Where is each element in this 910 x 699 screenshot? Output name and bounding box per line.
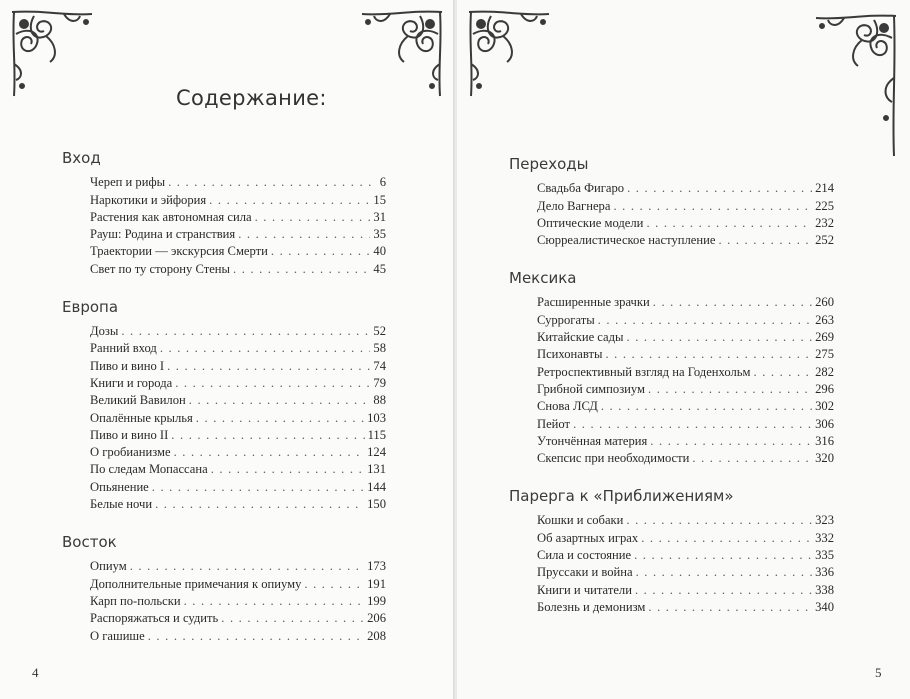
right-toc	[509, 154, 834, 616]
toc-entry[interactable]: Кошки и собаки . . . 323	[537, 512, 834, 529]
toc-entry[interactable]: Пейот . . . 306	[537, 415, 834, 432]
toc-entry[interactable]: Болезнь и демонизм . . . 340	[537, 599, 834, 616]
toc-entry[interactable]: Рауш: Родина и странствия . . . 35	[90, 226, 386, 243]
toc-entry[interactable]: Об азартных играх . . . 332	[537, 529, 834, 546]
toc-entry[interactable]: Свет по ту сторону Стены . . . 45	[90, 260, 386, 277]
toc-entry[interactable]: Книги и города . . . 79	[90, 375, 386, 392]
toc-entry[interactable]: Дополнительные примечания к опиуму . . . 191	[90, 575, 386, 592]
section-title: Вход	[62, 149, 101, 167]
section-meksika	[509, 268, 834, 467]
page-number: 4	[32, 665, 39, 680]
section-vhod	[62, 148, 386, 278]
toc-entry[interactable]: Распоряжаться и судить . . . 206	[90, 610, 386, 627]
toc-entry[interactable]: Скепсис при необходимости . . . 320	[537, 450, 834, 467]
toc-entry[interactable]: Карп по-польски . . . 199	[90, 593, 386, 610]
toc-entry[interactable]: Пиво и вино II . . . 115	[90, 427, 386, 444]
page-number: 5	[875, 665, 882, 680]
section-title: Восток	[62, 533, 117, 552]
toc-title: Содержание:	[176, 86, 327, 110]
section-title: Переходы	[509, 155, 589, 173]
toc-entry[interactable]: Наркотики и эйфория . . . 15	[90, 191, 386, 208]
right-page	[457, 0, 910, 699]
left-toc	[62, 148, 386, 645]
toc-entry[interactable]: Белые ночи . . . 150	[90, 496, 386, 513]
section-vostok	[62, 532, 386, 644]
toc-entry[interactable]: Свадьба Фигаро . . . 214	[537, 180, 834, 197]
toc-entry[interactable]: Череп и рифы . . . 6	[90, 174, 386, 191]
toc-entry[interactable]: По следам Мопассана . . . 131	[90, 461, 386, 478]
section-parerga	[509, 486, 834, 616]
toc-entry[interactable]: Ретроспективный взгляд на Годенхольм . . . 282	[537, 363, 834, 380]
toc-entry[interactable]: Опалённые крылья . . . 103	[90, 409, 386, 426]
corner-ornament-right-a	[461, 4, 561, 104]
toc-entry[interactable]: Грибной симпозиум . . . 296	[537, 381, 834, 398]
toc-entry[interactable]: Пиво и вино I . . . 74	[90, 357, 386, 374]
toc-entry[interactable]: Опьянение . . . 144	[90, 478, 386, 495]
corner-ornament-right-b	[802, 8, 906, 158]
toc-entry[interactable]: Китайские сады . . . 269	[537, 329, 834, 346]
toc-entry[interactable]: Сюрреалистическое наступление . . . 252	[537, 232, 834, 249]
toc-entry[interactable]: Снова ЛСД . . . 302	[537, 398, 834, 415]
corner-ornament-left-b	[350, 4, 450, 104]
toc-entry[interactable]: Оптические модели . . . 232	[537, 215, 834, 232]
toc-entry[interactable]: Психонавты . . . 275	[537, 346, 834, 363]
toc-entry[interactable]: О гашише . . . 208	[90, 627, 386, 644]
section-perehody	[509, 154, 834, 249]
toc-entry[interactable]: Опиум . . . 173	[90, 558, 386, 575]
toc-entry[interactable]: Дело Вагнера . . . 225	[537, 197, 834, 214]
corner-ornament-left-a	[4, 4, 104, 104]
toc-entry[interactable]: Суррогаты . . . 263	[537, 311, 834, 328]
toc-entry[interactable]: Расширенные зрачки . . . 260	[537, 294, 834, 311]
toc-entry[interactable]: Великий Вавилон . . . 88	[90, 392, 386, 409]
toc-entry[interactable]: Книги и читатели . . . 338	[537, 581, 834, 598]
section-title: Мексика	[509, 269, 577, 288]
toc-entry[interactable]: Растения как автономная сила . . . 31	[90, 209, 386, 226]
toc-entry[interactable]: Утончённая материя . . . 316	[537, 433, 834, 450]
section-title: Европа	[62, 297, 119, 316]
section-evropa	[62, 297, 386, 513]
toc-entry[interactable]: Пруссаки и война . . . 336	[537, 564, 834, 581]
toc-entry[interactable]: Ранний вход . . . 58	[90, 340, 386, 357]
toc-entry[interactable]: О гробианизме . . . 124	[90, 444, 386, 461]
toc-entry[interactable]: Траектории — экскурсия Смерти . . . 40	[90, 243, 386, 260]
toc-entry[interactable]: Сила и состояние . . . 335	[537, 547, 834, 564]
section-title: Парерга к «Приближениям»	[509, 487, 734, 506]
toc-entry[interactable]: Дозы . . . 52	[90, 323, 386, 340]
